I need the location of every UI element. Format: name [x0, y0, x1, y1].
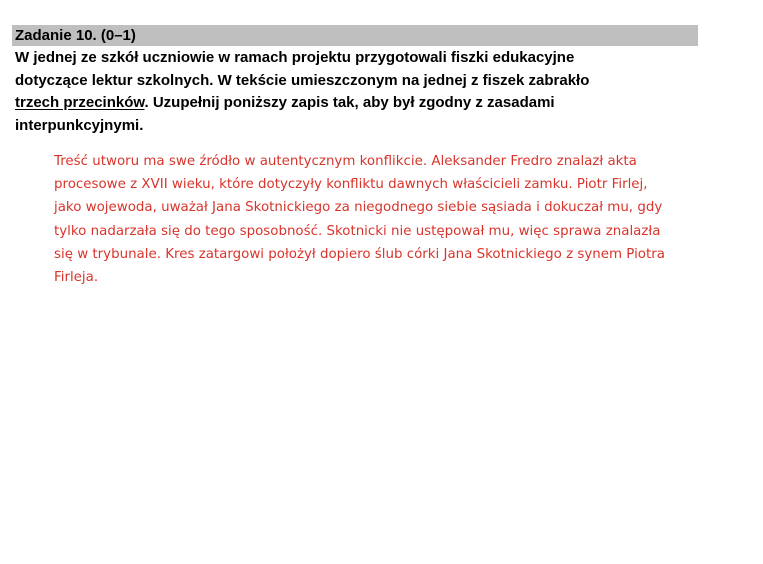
task-instruction [15, 47, 695, 137]
flashcard-line: się w trybunale. Kres zatargowi położył dopiero ślub córki Jana Skotnickiego z synem Piotra [54, 246, 665, 262]
instruction-line-rest: . Uzupełnij poniższy zapis tak, aby był zgodny z zasadami [144, 94, 555, 111]
task-title: Zadanie 10. (0–1) [15, 27, 136, 44]
flashcard-line: Treść utworu ma swe źródło w autentycznym konflikcie. Aleksander Fredro znalazł akta [54, 154, 637, 169]
flashcard-text [54, 150, 744, 289]
instruction-line: dotyczące lektur szkolnych. W tekście umieszczonym na jednej z fiszek zabrakło [15, 71, 590, 89]
flashcard-line: tylko nadarzała się do tego sposobność. Skotnicki nie ustępował mu, więc sprawa znalazła [54, 223, 661, 239]
flashcard-line: procesowe z XVII wieku, które dotyczyły konfliktu dawnych właścicieli zamku. Piotr Firlej, [54, 177, 648, 193]
instruction-line [15, 92, 695, 115]
flashcard-line: Firleja. [54, 270, 99, 286]
underlined-phrase: trzech przecinków [15, 94, 145, 111]
instruction-line: W jednej ze szkół uczniowie w ramach projektu przygotowali fiszki edukacyjne [15, 49, 575, 66]
flashcard-line: jako wojewoda, uważał Jana Skotnickiego za niegodnego siebie sąsiada i dokuczał mu, gdy [54, 200, 663, 216]
task-header-bar [12, 25, 698, 46]
instruction-line: interpunkcyjnymi. [15, 116, 144, 134]
